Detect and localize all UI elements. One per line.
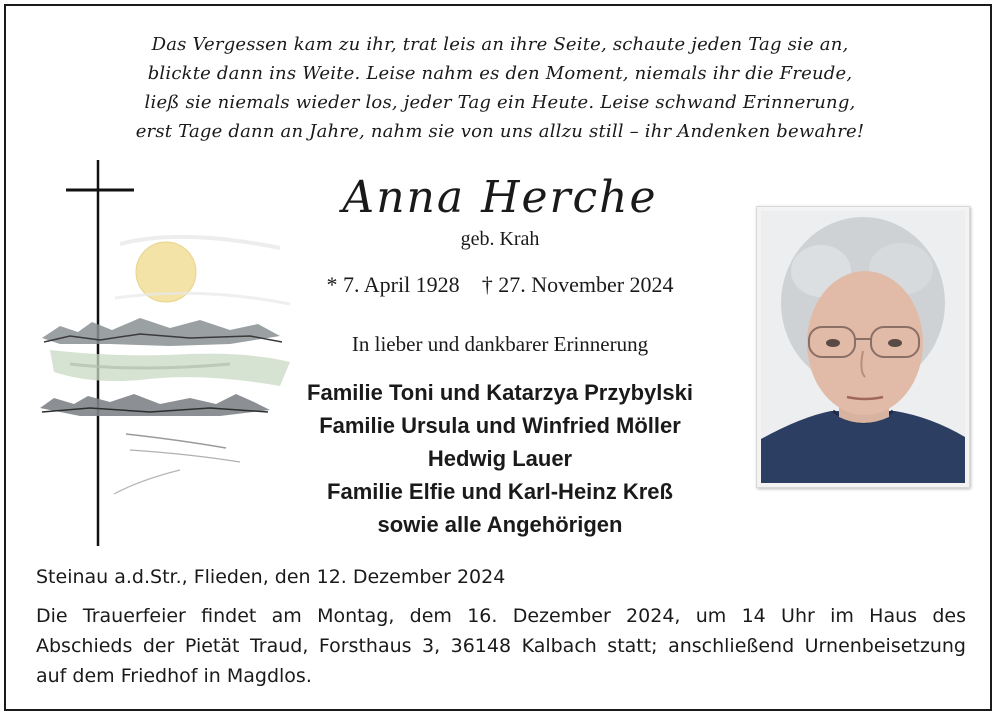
service-info [36, 601, 966, 691]
maiden-name: geb. Krah [460, 228, 540, 250]
deceased-name: Anna Herche [342, 172, 658, 223]
mourner-item: Hedwig Lauer [427, 446, 573, 471]
memory-line: In lieber und dankbarer Erinnerung [351, 332, 649, 356]
mourner-item: sowie alle Angehörigen [377, 512, 623, 537]
portrait-photo [761, 211, 965, 483]
mourner-item: Familie Ursula und Winfried Möller [319, 413, 681, 438]
death-date: † 27. November 2024 [481, 272, 674, 297]
poem-line: ließ sie niemals wieder los, jeder Tag ein Heute. Leise schwand Erinnerung, [144, 92, 856, 113]
service-line: Die Trauerfeier findet am Montag, dem 16. Dezember 2024, um 14 Uhr im Haus des [36, 605, 966, 627]
mourner-item: Familie Toni und Katarzya Przybylski [307, 380, 693, 405]
birth-date: * 7. April 1928 [326, 272, 460, 297]
poem-line: blickte dann ins Weite. Leise nahm es den Moment, niemals ihr die Freude, [147, 63, 853, 84]
portrait-illustration [761, 211, 965, 483]
poem-line: erst Tage dann an Jahre, nahm sie von uns allzu still – ihr Andenken bewahre! [135, 121, 865, 142]
poem-line: Das Vergessen kam zu ihr, trat leis an ihre Seite, schaute jeden Tag sie an, [151, 34, 849, 55]
service-line: Abschieds der Pietät Traud, Forsthaus 3, 36148 Kalbach statt; anschließend Urnenbeisetzung [36, 635, 966, 657]
poem [40, 30, 960, 146]
place-and-date: Steinau a.d.Str., Flieden, den 12. Dezember 2024 [36, 566, 506, 588]
portrait-frame [756, 206, 970, 488]
mourners-list [240, 376, 760, 541]
mourner-item: Familie Elfie und Karl-Heinz Kreß [327, 479, 673, 504]
service-line: auf dem Friedhof in Magdlos. [36, 665, 312, 687]
life-dates [260, 272, 740, 298]
